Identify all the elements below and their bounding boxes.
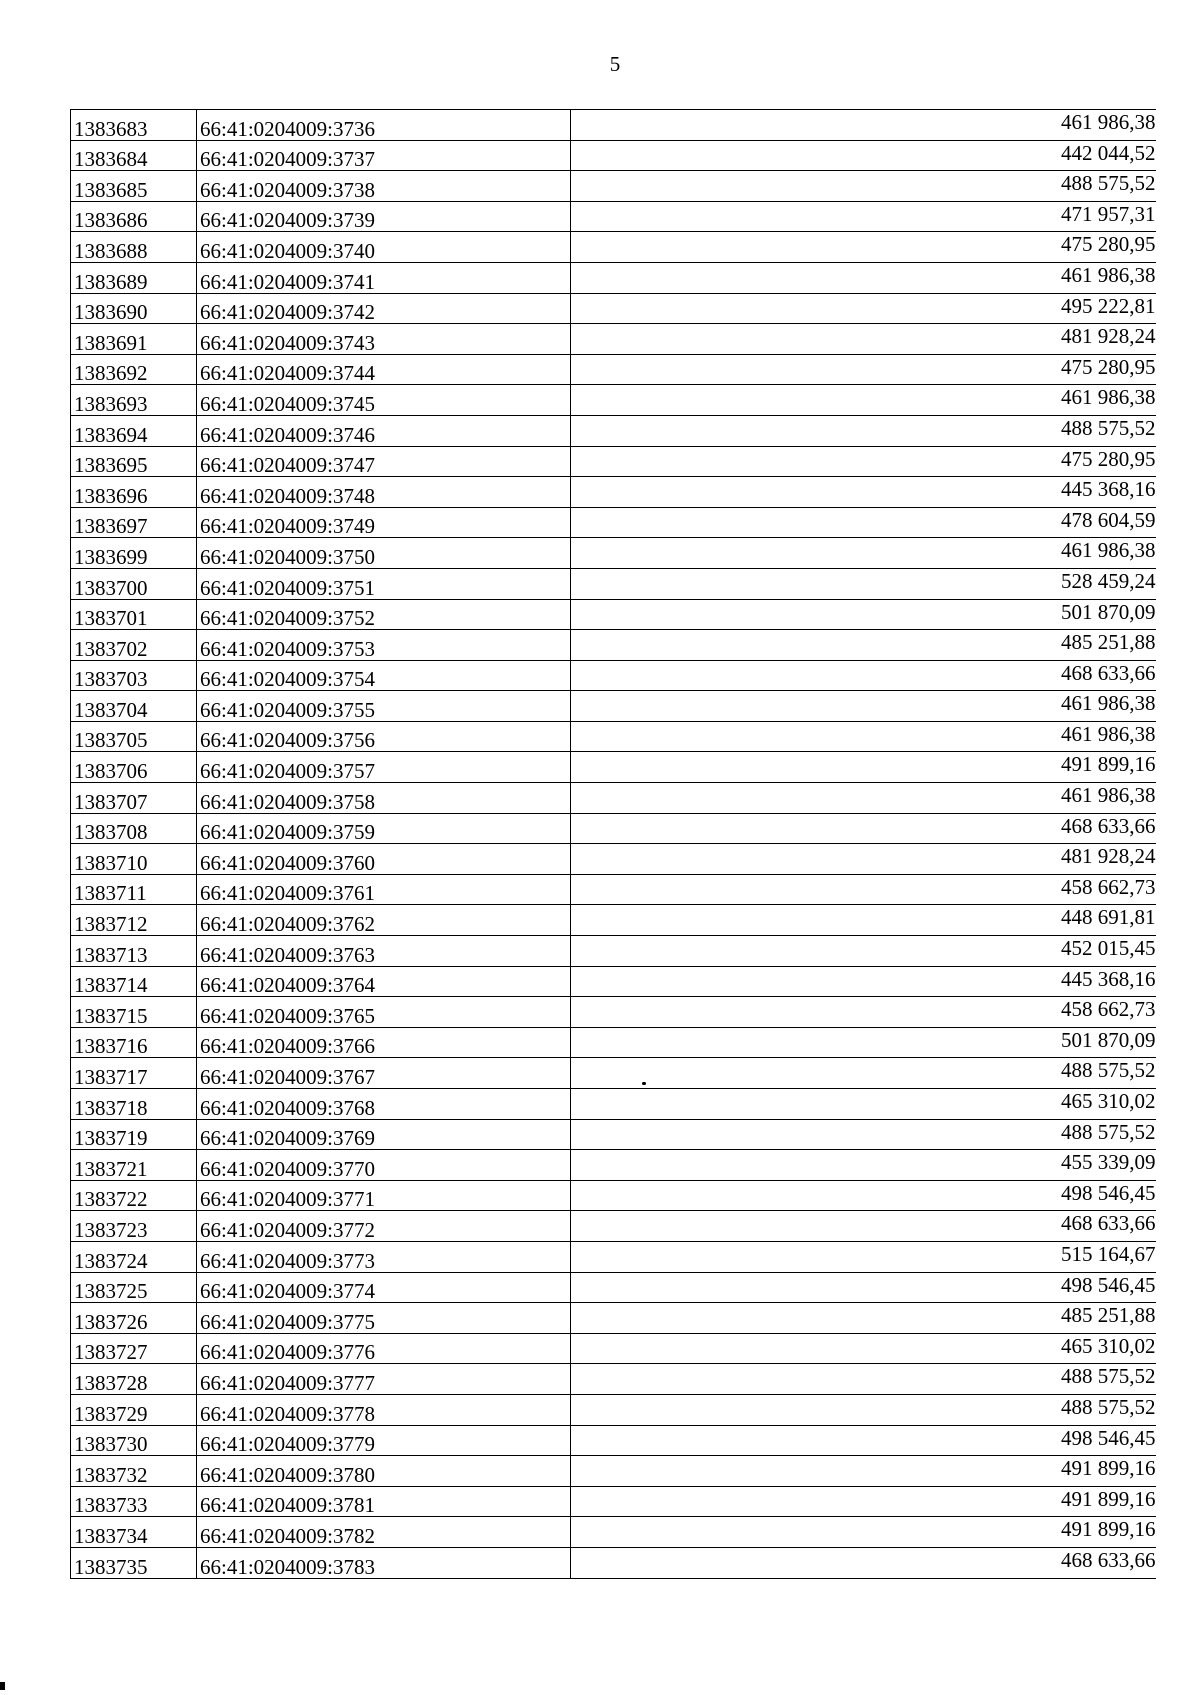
cadastral-number-cell: 66:41:0204009:3748 bbox=[197, 477, 571, 508]
record-number-cell: 1383707 bbox=[71, 783, 197, 814]
record-number-cell: 1383713 bbox=[71, 936, 197, 967]
record-number-cell: 1383718 bbox=[71, 1089, 197, 1120]
scan-smudge-mark bbox=[642, 1082, 646, 1085]
table-row bbox=[71, 630, 1156, 661]
value-cell: 485 251,88 bbox=[571, 1303, 1156, 1334]
record-number-cell: 1383691 bbox=[71, 324, 197, 355]
cadastral-number-cell: 66:41:0204009:3738 bbox=[197, 171, 571, 202]
table-row bbox=[71, 1394, 1156, 1425]
cadastral-number-cell: 66:41:0204009:3778 bbox=[197, 1394, 571, 1425]
table-row bbox=[71, 1211, 1156, 1242]
cadastral-number-cell: 66:41:0204009:3737 bbox=[197, 140, 571, 171]
cadastral-number-cell: 66:41:0204009:3773 bbox=[197, 1241, 571, 1272]
table-row bbox=[71, 660, 1156, 691]
value-cell: 468 633,66 bbox=[571, 660, 1156, 691]
record-number-cell: 1383694 bbox=[71, 415, 197, 446]
table-row bbox=[71, 1058, 1156, 1089]
value-cell: 465 310,02 bbox=[571, 1333, 1156, 1364]
value-cell: 458 662,73 bbox=[571, 997, 1156, 1028]
cadastral-number-cell: 66:41:0204009:3742 bbox=[197, 293, 571, 324]
table-row bbox=[71, 936, 1156, 967]
cadastral-number-cell: 66:41:0204009:3763 bbox=[197, 936, 571, 967]
table-row bbox=[71, 262, 1156, 293]
value-cell: 478 604,59 bbox=[571, 507, 1156, 538]
value-cell: 491 899,16 bbox=[571, 1517, 1156, 1548]
value-cell: 491 899,16 bbox=[571, 1456, 1156, 1487]
value-cell: 461 986,38 bbox=[571, 538, 1156, 569]
registry-table bbox=[70, 109, 1156, 1579]
table-row bbox=[71, 110, 1156, 141]
table-row bbox=[71, 385, 1156, 416]
cadastral-number-cell: 66:41:0204009:3755 bbox=[197, 691, 571, 722]
value-cell: 445 368,16 bbox=[571, 477, 1156, 508]
cadastral-number-cell: 66:41:0204009:3765 bbox=[197, 997, 571, 1028]
cadastral-number-cell: 66:41:0204009:3747 bbox=[197, 446, 571, 477]
record-number-cell: 1383722 bbox=[71, 1180, 197, 1211]
table-row bbox=[71, 997, 1156, 1028]
table-row bbox=[71, 324, 1156, 355]
value-cell: 488 575,52 bbox=[571, 171, 1156, 202]
value-cell: 475 280,95 bbox=[571, 354, 1156, 385]
cadastral-number-cell: 66:41:0204009:3752 bbox=[197, 599, 571, 630]
value-cell: 498 546,45 bbox=[571, 1272, 1156, 1303]
table-row bbox=[71, 568, 1156, 599]
table-row bbox=[71, 966, 1156, 997]
cadastral-number-cell: 66:41:0204009:3750 bbox=[197, 538, 571, 569]
record-number-cell: 1383686 bbox=[71, 201, 197, 232]
cadastral-number-cell: 66:41:0204009:3766 bbox=[197, 1027, 571, 1058]
scan-corner-mark bbox=[0, 1682, 5, 1690]
cadastral-number-cell: 66:41:0204009:3759 bbox=[197, 813, 571, 844]
cadastral-number-cell: 66:41:0204009:3767 bbox=[197, 1058, 571, 1089]
value-cell: 445 368,16 bbox=[571, 966, 1156, 997]
record-number-cell: 1383723 bbox=[71, 1211, 197, 1242]
value-cell: 461 986,38 bbox=[571, 262, 1156, 293]
cadastral-number-cell: 66:41:0204009:3741 bbox=[197, 262, 571, 293]
value-cell: 461 986,38 bbox=[571, 721, 1156, 752]
value-cell: 485 251,88 bbox=[571, 630, 1156, 661]
table-row bbox=[71, 1456, 1156, 1487]
record-number-cell: 1383688 bbox=[71, 232, 197, 263]
record-number-cell: 1383683 bbox=[71, 110, 197, 141]
record-number-cell: 1383708 bbox=[71, 813, 197, 844]
table-row bbox=[71, 844, 1156, 875]
cadastral-number-cell: 66:41:0204009:3783 bbox=[197, 1547, 571, 1578]
record-number-cell: 1383712 bbox=[71, 905, 197, 936]
table-row bbox=[71, 599, 1156, 630]
value-cell: 481 928,24 bbox=[571, 844, 1156, 875]
record-number-cell: 1383699 bbox=[71, 538, 197, 569]
value-cell: 461 986,38 bbox=[571, 385, 1156, 416]
table-row bbox=[71, 1241, 1156, 1272]
value-cell: 501 870,09 bbox=[571, 599, 1156, 630]
cadastral-number-cell: 66:41:0204009:3756 bbox=[197, 721, 571, 752]
table-row bbox=[71, 1180, 1156, 1211]
table-row bbox=[71, 691, 1156, 722]
table-row bbox=[71, 232, 1156, 263]
cadastral-number-cell: 66:41:0204009:3771 bbox=[197, 1180, 571, 1211]
record-number-cell: 1383685 bbox=[71, 171, 197, 202]
cadastral-number-cell: 66:41:0204009:3762 bbox=[197, 905, 571, 936]
cadastral-number-cell: 66:41:0204009:3754 bbox=[197, 660, 571, 691]
record-number-cell: 1383704 bbox=[71, 691, 197, 722]
table-row bbox=[71, 874, 1156, 905]
value-cell: 491 899,16 bbox=[571, 752, 1156, 783]
cadastral-number-cell: 66:41:0204009:3736 bbox=[197, 110, 571, 141]
value-cell: 461 986,38 bbox=[571, 783, 1156, 814]
record-number-cell: 1383714 bbox=[71, 966, 197, 997]
cadastral-number-cell: 66:41:0204009:3743 bbox=[197, 324, 571, 355]
value-cell: 455 339,09 bbox=[571, 1150, 1156, 1181]
cadastral-number-cell: 66:41:0204009:3751 bbox=[197, 568, 571, 599]
value-cell: 452 015,45 bbox=[571, 936, 1156, 967]
value-cell: 528 459,24 bbox=[571, 568, 1156, 599]
table-row bbox=[71, 721, 1156, 752]
cadastral-number-cell: 66:41:0204009:3774 bbox=[197, 1272, 571, 1303]
value-cell: 515 164,67 bbox=[571, 1241, 1156, 1272]
table-row bbox=[71, 140, 1156, 171]
cadastral-number-cell: 66:41:0204009:3775 bbox=[197, 1303, 571, 1334]
table-row bbox=[71, 783, 1156, 814]
cadastral-number-cell: 66:41:0204009:3753 bbox=[197, 630, 571, 661]
record-number-cell: 1383697 bbox=[71, 507, 197, 538]
cadastral-number-cell: 66:41:0204009:3769 bbox=[197, 1119, 571, 1150]
record-number-cell: 1383710 bbox=[71, 844, 197, 875]
value-cell: 488 575,52 bbox=[571, 1119, 1156, 1150]
table-row bbox=[71, 293, 1156, 324]
record-number-cell: 1383693 bbox=[71, 385, 197, 416]
registry-table-body bbox=[71, 110, 1156, 1579]
record-number-cell: 1383727 bbox=[71, 1333, 197, 1364]
cadastral-number-cell: 66:41:0204009:3745 bbox=[197, 385, 571, 416]
record-number-cell: 1383689 bbox=[71, 262, 197, 293]
record-number-cell: 1383724 bbox=[71, 1241, 197, 1272]
cadastral-number-cell: 66:41:0204009:3760 bbox=[197, 844, 571, 875]
table-row bbox=[71, 201, 1156, 232]
value-cell: 465 310,02 bbox=[571, 1089, 1156, 1120]
record-number-cell: 1383734 bbox=[71, 1517, 197, 1548]
table-row bbox=[71, 415, 1156, 446]
cadastral-number-cell: 66:41:0204009:3749 bbox=[197, 507, 571, 538]
cadastral-number-cell: 66:41:0204009:3758 bbox=[197, 783, 571, 814]
table-row bbox=[71, 446, 1156, 477]
record-number-cell: 1383692 bbox=[71, 354, 197, 385]
table-row bbox=[71, 813, 1156, 844]
record-number-cell: 1383711 bbox=[71, 874, 197, 905]
cadastral-number-cell: 66:41:0204009:3776 bbox=[197, 1333, 571, 1364]
table-row bbox=[71, 1272, 1156, 1303]
table-row bbox=[71, 1150, 1156, 1181]
record-number-cell: 1383695 bbox=[71, 446, 197, 477]
record-number-cell: 1383732 bbox=[71, 1456, 197, 1487]
cadastral-number-cell: 66:41:0204009:3777 bbox=[197, 1364, 571, 1395]
record-number-cell: 1383706 bbox=[71, 752, 197, 783]
record-number-cell: 1383690 bbox=[71, 293, 197, 324]
value-cell: 488 575,52 bbox=[571, 415, 1156, 446]
record-number-cell: 1383729 bbox=[71, 1394, 197, 1425]
value-cell: 468 633,66 bbox=[571, 813, 1156, 844]
value-cell: 481 928,24 bbox=[571, 324, 1156, 355]
value-cell: 475 280,95 bbox=[571, 446, 1156, 477]
cadastral-number-cell: 66:41:0204009:3780 bbox=[197, 1456, 571, 1487]
table-row bbox=[71, 1425, 1156, 1456]
cadastral-number-cell: 66:41:0204009:3782 bbox=[197, 1517, 571, 1548]
table-row bbox=[71, 905, 1156, 936]
page-number: 5 bbox=[609, 52, 621, 76]
value-cell: 501 870,09 bbox=[571, 1027, 1156, 1058]
value-cell: 498 546,45 bbox=[571, 1425, 1156, 1456]
value-cell: 495 222,81 bbox=[571, 293, 1156, 324]
record-number-cell: 1383719 bbox=[71, 1119, 197, 1150]
cadastral-number-cell: 66:41:0204009:3739 bbox=[197, 201, 571, 232]
value-cell: 468 633,66 bbox=[571, 1211, 1156, 1242]
value-cell: 475 280,95 bbox=[571, 232, 1156, 263]
record-number-cell: 1383716 bbox=[71, 1027, 197, 1058]
cadastral-number-cell: 66:41:0204009:3781 bbox=[197, 1486, 571, 1517]
cadastral-number-cell: 66:41:0204009:3757 bbox=[197, 752, 571, 783]
value-cell: 448 691,81 bbox=[571, 905, 1156, 936]
value-cell: 498 546,45 bbox=[571, 1180, 1156, 1211]
record-number-cell: 1383730 bbox=[71, 1425, 197, 1456]
value-cell: 468 633,66 bbox=[571, 1547, 1156, 1578]
record-number-cell: 1383696 bbox=[71, 477, 197, 508]
table-row bbox=[71, 1517, 1156, 1548]
record-number-cell: 1383721 bbox=[71, 1150, 197, 1181]
record-number-cell: 1383715 bbox=[71, 997, 197, 1028]
record-number-cell: 1383726 bbox=[71, 1303, 197, 1334]
value-cell: 442 044,52 bbox=[571, 140, 1156, 171]
table-row bbox=[71, 1089, 1156, 1120]
record-number-cell: 1383728 bbox=[71, 1364, 197, 1395]
record-number-cell: 1383703 bbox=[71, 660, 197, 691]
value-cell: 488 575,52 bbox=[571, 1058, 1156, 1089]
cadastral-number-cell: 66:41:0204009:3768 bbox=[197, 1089, 571, 1120]
table-row bbox=[71, 171, 1156, 202]
table-row bbox=[71, 1119, 1156, 1150]
table-row bbox=[71, 752, 1156, 783]
cadastral-number-cell: 66:41:0204009:3744 bbox=[197, 354, 571, 385]
table-row bbox=[71, 1486, 1156, 1517]
table-row bbox=[71, 1027, 1156, 1058]
cadastral-number-cell: 66:41:0204009:3779 bbox=[197, 1425, 571, 1456]
value-cell: 491 899,16 bbox=[571, 1486, 1156, 1517]
value-cell: 488 575,52 bbox=[571, 1394, 1156, 1425]
record-number-cell: 1383733 bbox=[71, 1486, 197, 1517]
table-row bbox=[71, 1303, 1156, 1334]
cadastral-number-cell: 66:41:0204009:3770 bbox=[197, 1150, 571, 1181]
cadastral-number-cell: 66:41:0204009:3772 bbox=[197, 1211, 571, 1242]
cadastral-number-cell: 66:41:0204009:3746 bbox=[197, 415, 571, 446]
value-cell: 461 986,38 bbox=[571, 691, 1156, 722]
record-number-cell: 1383684 bbox=[71, 140, 197, 171]
table-row bbox=[71, 507, 1156, 538]
table-row bbox=[71, 1547, 1156, 1578]
cadastral-number-cell: 66:41:0204009:3764 bbox=[197, 966, 571, 997]
record-number-cell: 1383717 bbox=[71, 1058, 197, 1089]
record-number-cell: 1383700 bbox=[71, 568, 197, 599]
table-row bbox=[71, 477, 1156, 508]
record-number-cell: 1383725 bbox=[71, 1272, 197, 1303]
value-cell: 458 662,73 bbox=[571, 874, 1156, 905]
cadastral-number-cell: 66:41:0204009:3761 bbox=[197, 874, 571, 905]
record-number-cell: 1383705 bbox=[71, 721, 197, 752]
record-number-cell: 1383702 bbox=[71, 630, 197, 661]
table-row bbox=[71, 354, 1156, 385]
record-number-cell: 1383735 bbox=[71, 1547, 197, 1578]
table-row bbox=[71, 1333, 1156, 1364]
record-number-cell: 1383701 bbox=[71, 599, 197, 630]
value-cell: 461 986,38 bbox=[571, 110, 1156, 141]
cadastral-number-cell: 66:41:0204009:3740 bbox=[197, 232, 571, 263]
value-cell: 471 957,31 bbox=[571, 201, 1156, 232]
table-row bbox=[71, 538, 1156, 569]
value-cell: 488 575,52 bbox=[571, 1364, 1156, 1395]
table-row bbox=[71, 1364, 1156, 1395]
